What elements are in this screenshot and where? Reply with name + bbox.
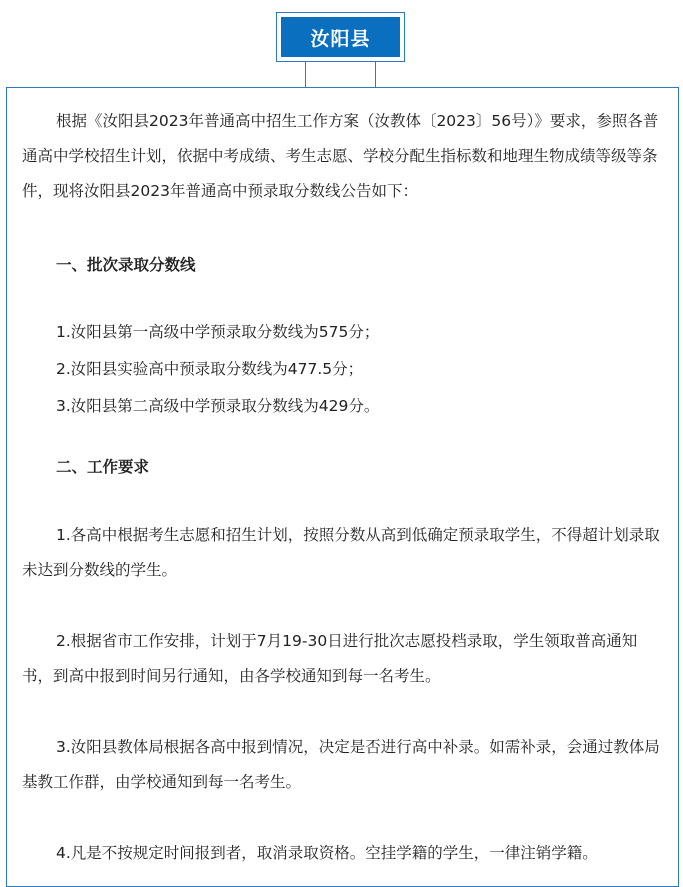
requirement-item: 2.根据省市工作安排，计划于7月19-30日进行批次志愿投档录取，学生领取普高通知书，到高中报到时间另行通知，由各学校通知到每一名考生。	[22, 632, 638, 685]
score-line-item: 1.汝阳县第一高级中学预录取分数线为575分；	[56, 323, 380, 341]
requirement-item: 4.凡是不按规定时间报到者，取消录取资格。空挂学籍的学生，一律注销学籍。	[56, 844, 598, 862]
score-line-item: 3.汝阳县第二高级中学预录取分数线为429分。	[56, 397, 380, 415]
connector-line-left	[305, 62, 306, 88]
score-line-item: 2.汝阳县实验高中预录取分数线为477.5分；	[56, 360, 364, 378]
requirement-item: 3.汝阳县教体局根据各高中报到情况，决定是否进行高中补录。如需补录，会通过教体局基教工作群，由学校通知到每一名考生。	[22, 738, 660, 791]
requirement-item: 1.各高中根据考生志愿和招生计划，按照分数从高到低确定预录取学生，不得超计划录取未达到分数线的学生。	[22, 526, 660, 579]
county-header-badge	[276, 12, 405, 62]
county-title: 汝阳县	[281, 17, 400, 57]
section2-heading: 二、工作要求	[56, 458, 150, 476]
section1-heading: 一、批次录取分数线	[56, 256, 196, 274]
intro-paragraph: 根据《汝阳县2023年普通高中招生工作方案（汝教体〔2023〕56号）》要求，参照各普通高中学校招生计划，依据中考成绩、考生志愿、学校分配生指标数和地理生物成绩等级等条件，现将汝阳县2023年普通高中预录取分数线公告如下：	[22, 112, 659, 200]
connector-line-right	[375, 62, 376, 88]
